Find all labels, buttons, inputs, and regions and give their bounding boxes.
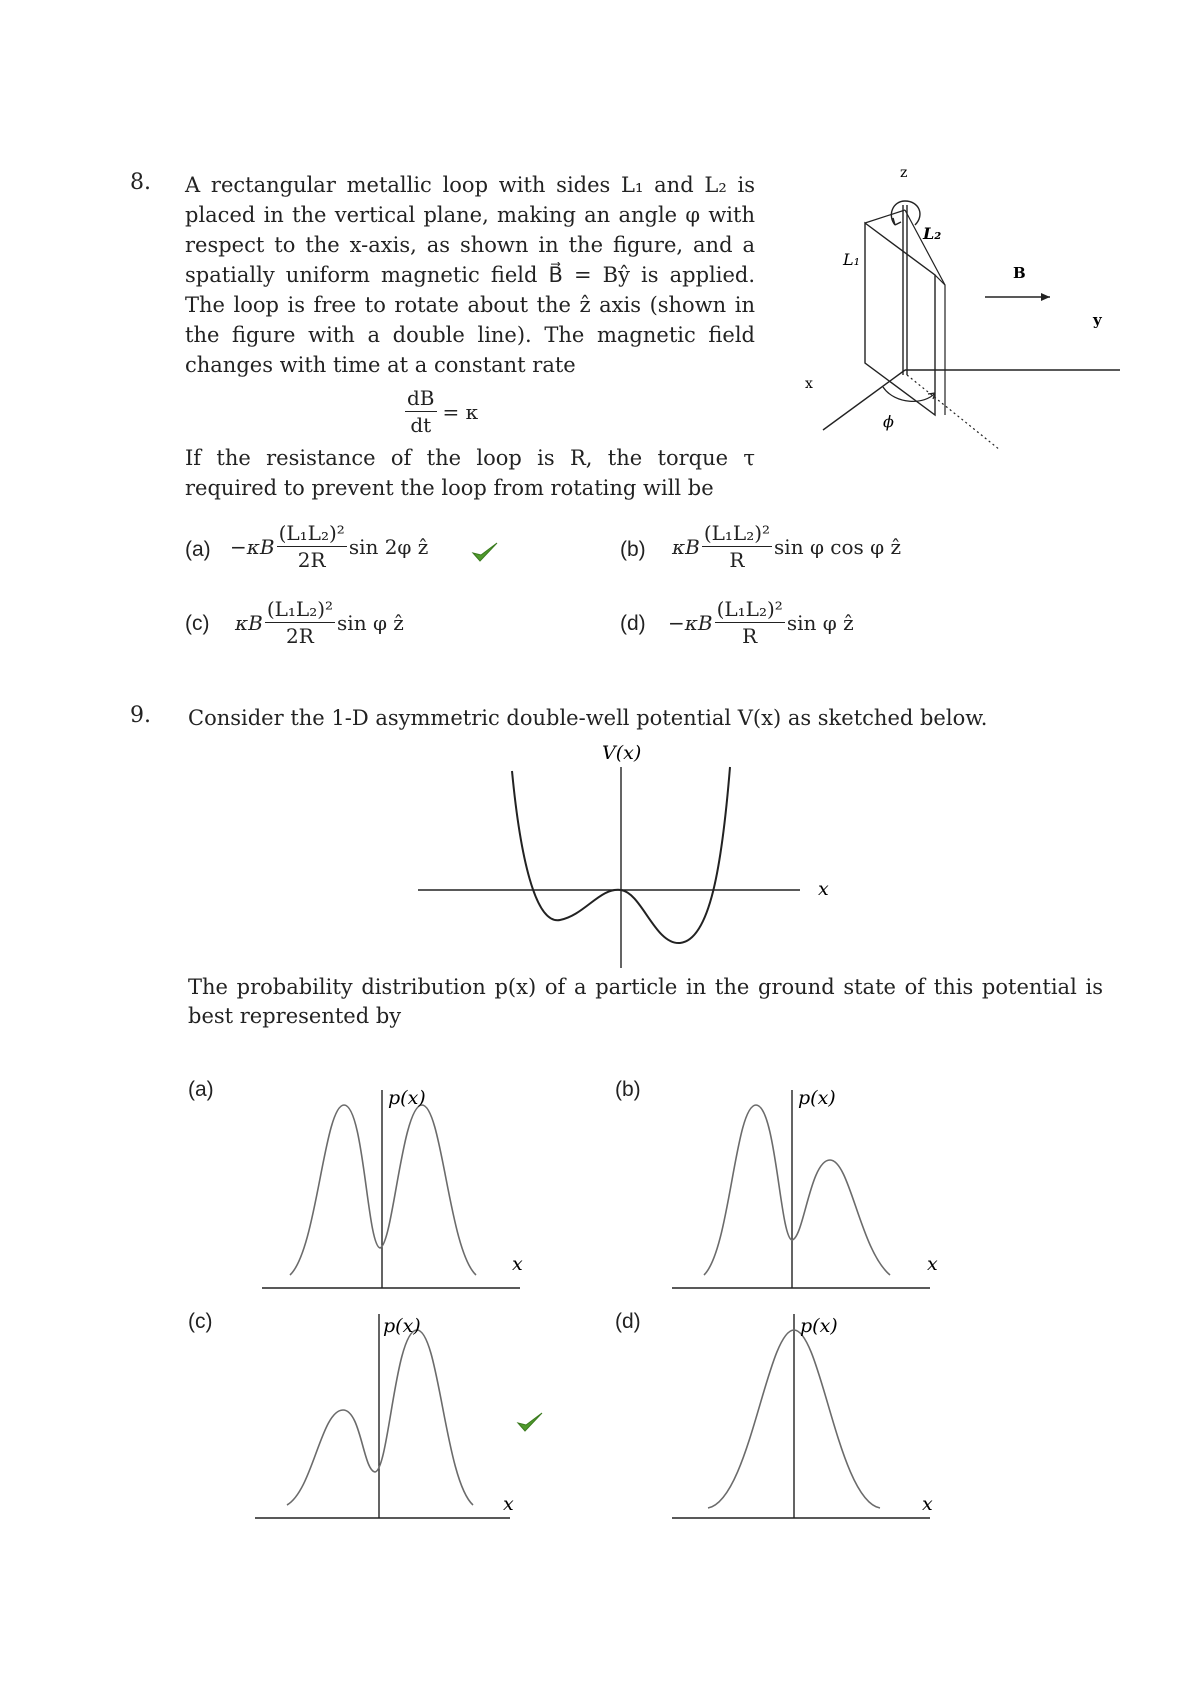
plot-b-curve bbox=[704, 1105, 890, 1275]
q9-option-b-label[interactable]: (b) bbox=[615, 1078, 641, 1101]
q9-correct-check-icon bbox=[515, 1410, 545, 1434]
q8-number: 8. bbox=[130, 170, 151, 195]
opt-d-den: R bbox=[742, 624, 758, 648]
q9-option-c-label[interactable]: (c) bbox=[188, 1310, 213, 1333]
potential-sketch bbox=[410, 735, 850, 970]
opt-d-prefix: −κB bbox=[668, 610, 713, 635]
q9-option-a-plot[interactable] bbox=[262, 1070, 532, 1295]
q8-text: A rectangular metallic loop with sides L₁ and L₂ is placed in the vertical plane, making an angle φ with respect to the x-axis, as shown in the figure, and a spatially uniform magnetic field B⃗ = Bŷ is applied. The loop is free to rotate about the ẑ axis (shown in the figure with a double line). The magnetic field changes with time at a constant rate bbox=[185, 173, 755, 377]
q8-option-a-label[interactable]: (a) bbox=[185, 538, 211, 561]
opt-a-prefix: −κB bbox=[230, 534, 275, 559]
opt-b-num: (L₁L₂)² bbox=[703, 521, 771, 545]
rectangular-loop bbox=[865, 223, 935, 415]
label-z: z bbox=[900, 165, 908, 181]
plot-d-ylabel: p(x) bbox=[800, 1315, 838, 1337]
plot-a-curve bbox=[290, 1105, 476, 1275]
plot-c-curve bbox=[287, 1330, 473, 1505]
eq-numerator: dB bbox=[407, 386, 435, 410]
potential-ylabel: V(x) bbox=[602, 742, 642, 764]
potential-xlabel: x bbox=[818, 878, 829, 900]
q8-correct-check-icon bbox=[470, 540, 500, 564]
plot-b-xlabel: x bbox=[927, 1253, 938, 1275]
q8-option-a-expr[interactable] bbox=[230, 520, 428, 573]
plot-d-xlabel: x bbox=[922, 1493, 933, 1515]
label-y: y bbox=[1093, 311, 1102, 329]
eq-rhs: = κ bbox=[442, 399, 479, 424]
opt-a-suffix: sin 2φ ẑ bbox=[348, 534, 429, 559]
opt-b-den: R bbox=[729, 548, 745, 572]
opt-c-den: 2R bbox=[286, 624, 314, 648]
opt-c-prefix: κB bbox=[235, 610, 263, 635]
label-L1: L₁ bbox=[843, 250, 861, 269]
q9-option-d-label[interactable]: (d) bbox=[615, 1310, 641, 1333]
q8-option-b-expr[interactable] bbox=[672, 520, 901, 573]
plot-b-ylabel: p(x) bbox=[798, 1087, 836, 1109]
label-phi: ϕ bbox=[883, 412, 894, 431]
opt-b-prefix: κB bbox=[672, 534, 700, 559]
eq-denominator: dt bbox=[410, 413, 432, 437]
opt-b-suffix: sin φ cos φ ẑ bbox=[774, 534, 902, 559]
plot-c-ylabel: p(x) bbox=[383, 1315, 421, 1337]
loop-plane-dotted-line bbox=[907, 375, 1000, 450]
q8-loop-figure bbox=[795, 165, 1125, 465]
phi-arc bbox=[883, 387, 935, 401]
q9-option-c-plot[interactable] bbox=[255, 1300, 525, 1525]
q8-option-d-label[interactable]: (d) bbox=[620, 612, 646, 635]
label-L2: L₂ bbox=[923, 224, 942, 243]
q9-number: 9. bbox=[130, 703, 151, 728]
opt-a-num: (L₁L₂)² bbox=[278, 521, 345, 545]
opt-a-den: 2R bbox=[297, 548, 326, 572]
q8-option-d-expr[interactable] bbox=[668, 596, 854, 649]
opt-d-suffix: sin φ ẑ bbox=[786, 610, 854, 635]
label-x: x bbox=[805, 376, 813, 392]
label-B: B bbox=[1013, 264, 1026, 282]
opt-c-suffix: sin φ ẑ bbox=[337, 610, 404, 635]
opt-d-num: (L₁L₂)² bbox=[716, 597, 783, 621]
q8-option-c-expr[interactable] bbox=[235, 596, 404, 649]
q9-option-b-plot[interactable] bbox=[672, 1070, 952, 1295]
plot-c-xlabel: x bbox=[503, 1493, 514, 1515]
plot-a-ylabel: p(x) bbox=[388, 1087, 426, 1109]
q9-option-a-label[interactable]: (a) bbox=[188, 1078, 214, 1101]
q8-text-2: If the resistance of the loop is R, the torque τ required to prevent the loop from rotating will be bbox=[185, 446, 755, 500]
q9-option-d-plot[interactable] bbox=[672, 1300, 952, 1525]
plot-a-xlabel: x bbox=[512, 1253, 523, 1275]
q8-rate-equation bbox=[403, 385, 478, 438]
opt-c-num: (L₁L₂)² bbox=[266, 597, 334, 621]
q9-text: Consider the 1-D asymmetric double-well potential V(x) as sketched below. bbox=[188, 706, 988, 730]
q8-option-b-label[interactable]: (b) bbox=[620, 538, 646, 561]
q8-option-c-label[interactable]: (c) bbox=[185, 612, 210, 635]
q9-text-2: The probability distribution p(x) of a particle in the ground state of this potential is best represented by bbox=[188, 975, 1103, 1028]
